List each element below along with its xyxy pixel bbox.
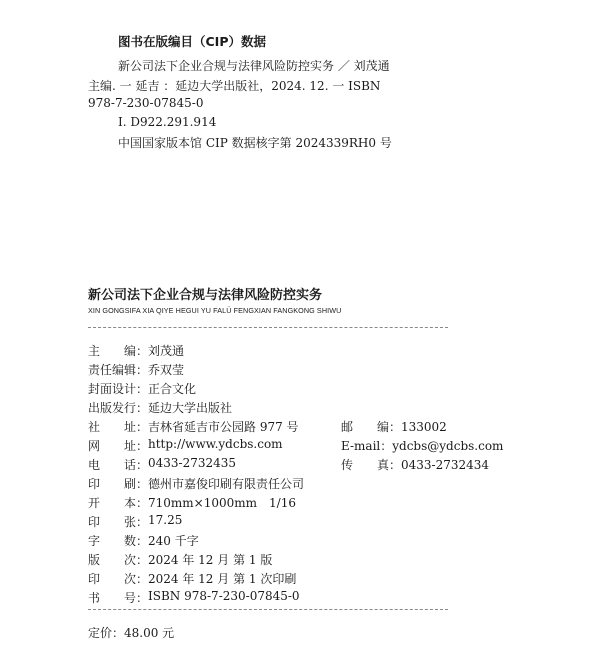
info-row-isbn: 书 号：: [88, 591, 149, 605]
info-value-publisher: 延边大学出版社: [148, 401, 233, 415]
info-fax: 传 真：0433-2732434: [341, 458, 490, 472]
info-value-sheets: 17.25: [148, 513, 183, 527]
info-row-phone: 电 话：: [88, 458, 149, 472]
info-value-edition: 2024 年 12 月 第 1 版: [148, 553, 273, 567]
cip-line-4: Ⅰ. D922.291.914: [118, 115, 217, 129]
info-value-format: 710mm×1000mm 1/16: [148, 496, 296, 510]
cip-line-3: 978-7-230-07845-0: [88, 96, 204, 110]
info-row-sheets: 印 张：: [88, 515, 149, 529]
cip-line-1: 新公司法下企业合规与法律风险防控实务 ／ 刘茂通: [118, 59, 390, 73]
info-row-publisher: 出版发行：: [88, 401, 149, 415]
info-row-edition: 版 次：: [88, 553, 149, 567]
divider-top: [88, 327, 448, 328]
info-row-chief-editor: 主 编：: [88, 344, 149, 358]
info-row-printer: 印 刷：: [88, 477, 149, 491]
info-row-word-count: 字 数：: [88, 534, 149, 548]
divider-bottom: [88, 609, 448, 610]
info-value-printing: 2024 年 12 月 第 1 次印刷: [148, 572, 297, 586]
info-value-address: 吉林省延吉市公园路 977 号: [148, 420, 299, 434]
info-postcode: 邮 编：133002: [341, 420, 447, 434]
info-value-isbn: ISBN 978-7-230-07845-0: [148, 589, 300, 603]
info-email[interactable]: E-mail：ydcbs@ydcbs.com: [341, 439, 504, 453]
info-value-chief-editor: 刘茂通: [148, 344, 185, 358]
info-row-responsible-editor: 责任编辑：: [88, 363, 149, 377]
book-title: 新公司法下企业合规与法律风险防控实务: [88, 288, 323, 303]
book-title-pinyin: XIN GONGSIFA XIA QIYE HEGUI YU FALÜ FENGXIAN FANGKONG SHIWU: [88, 306, 342, 315]
info-value-cover-design: 正合文化: [148, 382, 197, 396]
info-row-address: 社 址：: [88, 420, 149, 434]
cip-line-2: 主编. 一 延吉 ：延边大学出版社，2024. 12. 一 ISBN: [88, 79, 381, 93]
info-row-cover-design: 封面设计：: [88, 382, 149, 396]
info-row-website: 网 址：: [88, 439, 149, 453]
cip-heading: 图书在版编目（CIP）数据: [118, 34, 266, 49]
info-value-word-count: 240 千字: [148, 534, 199, 548]
info-value-responsible-editor: 乔双莹: [148, 363, 185, 377]
info-row-format: 开 本：: [88, 496, 149, 510]
info-row-printing: 印 次：: [88, 572, 149, 586]
info-value-phone: 0433-2732435: [148, 456, 237, 470]
info-value-website[interactable]: http://www.ydcbs.com: [148, 437, 283, 451]
price-label: 定价：48.00 元: [88, 626, 175, 640]
cip-line-5: 中国国家版本馆 CIP 数据核字第 2024339RH0 号: [118, 136, 392, 150]
info-value-printer: 德州市嘉俊印刷有限责任公司: [148, 477, 305, 491]
